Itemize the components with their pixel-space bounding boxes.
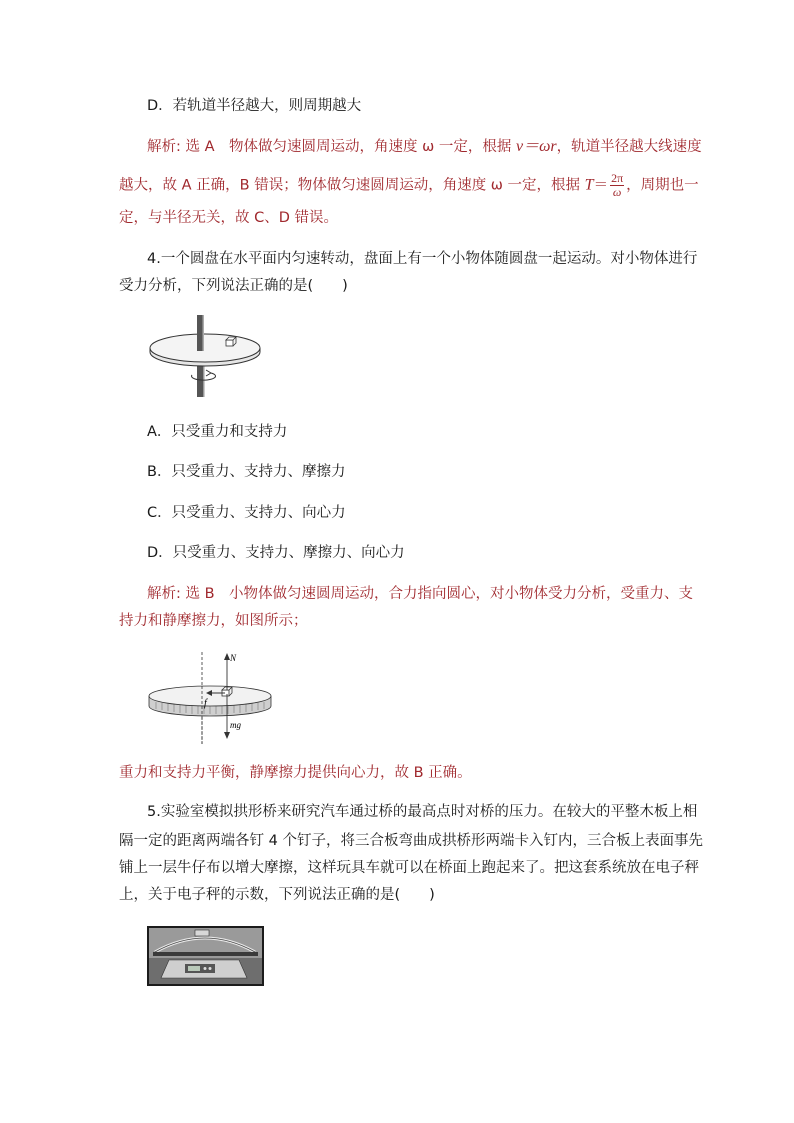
q3-fraction: [610, 172, 624, 199]
q5-bridge-scale-photo: [147, 926, 264, 986]
q4-option-d: D．只受重力、支持力、摩擦力、向心力: [147, 545, 405, 561]
q3-analysis-text: 解析: 选 A 物体做匀速圆周运动，角速度 ω 一定，根据: [147, 139, 516, 155]
q3-fraction-num: 2π: [611, 171, 624, 185]
q4-option-b: B．只受重力、支持力、摩擦力: [147, 464, 346, 480]
q3-analysis-line-2: [119, 172, 699, 199]
label-N: N: [230, 653, 237, 663]
disk-top: [150, 334, 260, 362]
q3-formula-v: v＝ωr: [516, 138, 557, 155]
scale-button: [209, 967, 212, 970]
toy-car: [195, 930, 209, 936]
q4-analysis-line-3: 重力和支持力平衡，静摩擦力提供向心力，故 B 正确。: [119, 765, 472, 781]
disk-shaft-highlight: [203, 315, 205, 351]
disk-top: [149, 686, 271, 706]
q3-analysis-text: ，轨道半径越大线速度: [556, 139, 702, 155]
label-f: f: [204, 698, 207, 709]
q4-option-c: C．只受重力、支持力、向心力: [147, 505, 346, 521]
q4-stem-line-2: 受力分析，下列说法正确的是( ): [119, 278, 348, 294]
q3-analysis-line-3: 定，与半径无关，故 C、D 错误。: [119, 210, 339, 226]
q3-analysis-line-1: [147, 137, 702, 157]
q3-option-d: D．若轨道半径越大，则周期越大: [147, 98, 362, 114]
q3-fraction-den: ω: [612, 185, 622, 199]
q5-stem-line-2: 隔一定的距离两端各钉 4 个钉子，将三合板弯曲成拱桥形两端卡入钉内，三合板上表面事先: [119, 833, 703, 849]
q3-analysis-text: 越大，故 A 正确，B 错误；物体做匀速圆周运动，角速度 ω 一定，根据: [119, 177, 585, 194]
q3-formula-eq: ＝: [593, 177, 609, 194]
q5-stem-line-3: 铺上一层牛仔布以增大摩擦，这样玩具车就可以在桥面上跑起来了。把这套系统放在电子秤: [119, 860, 699, 876]
q4-option-a: A．只受重力和支持力: [147, 424, 288, 440]
q4-analysis-line-1: 解析: 选 B 小物体做匀速圆周运动，合力指向圆心，对小物体受力分析，受重力、支: [147, 586, 694, 602]
scale-button: [204, 967, 207, 970]
scale-readout: [188, 966, 200, 971]
q4-analysis-line-2: 持力和静摩擦力，如图所示；: [119, 613, 308, 629]
q3-formula-T: T: [584, 176, 594, 194]
q4-force-diagram: [146, 650, 276, 746]
q3-analysis-text: ，周期也一: [626, 177, 699, 194]
q5-stem-line-4: 上，关于电子秤的示数，下列说法正确的是( ): [119, 887, 435, 903]
rotation-arrowhead: [206, 370, 211, 376]
wooden-board: [153, 952, 258, 956]
label-mg: mg: [230, 720, 241, 730]
gravity-arrowhead: [224, 732, 230, 739]
q4-stem-line-1: 4.一个圆盘在水平面内匀速转动，盘面上有一个小物体随圆盘一起运动。对小物体进行: [147, 251, 698, 267]
q4-disk-figure: [147, 313, 262, 399]
q5-stem-line-1: 5.实验室模拟拱形桥来研究汽车通过桥的最高点时对桥的压力。在较大的平整木板上相: [147, 804, 698, 820]
